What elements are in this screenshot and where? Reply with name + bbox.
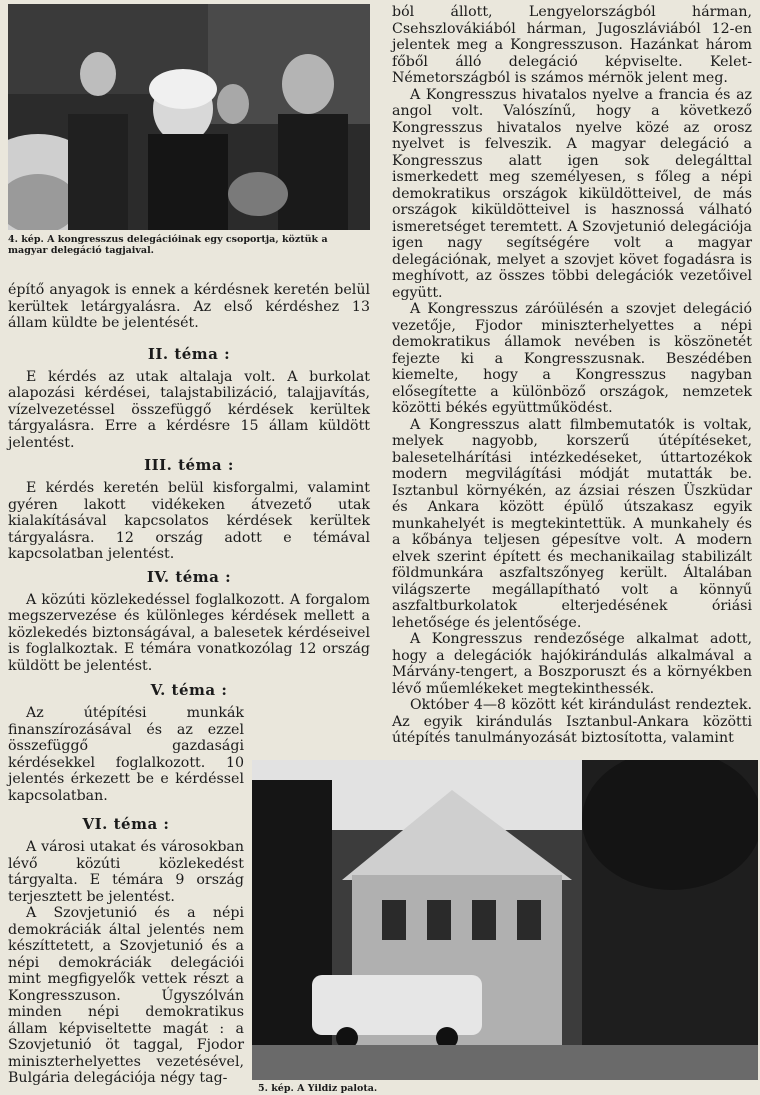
paragraph-intro: építő anyagok is ennek a kérdésnek keretén belül kerültek letárgyalásra. Az első kérdéshez 13 állam küldte be jelentését. <box>8 282 370 331</box>
paragraph-soviet-delegations: A Szovjetunió és a népi demokráciák által jelentés nem készíttetett, a Szovjetunió és a népi demokráciák delegációi mint megfigyelők vettek részt a Kongresszuson. Úgyszólván minden népi demokratikus állam képviseltette magát : a Szovjetunió öt taggal, Fjodor miniszterhelyettes vezetésével, Bulgária delegációja négy tag- <box>8 905 244 1086</box>
heading-theme-4: IV. téma : <box>146 567 232 586</box>
paragraph-films: A Kongresszus alatt filmbemutatók is voltak, melyek nagyobb, korszerű útépítéseket, balesetelhárítási intézkedéseket, úttartozékok modern megvilágítási módját mutatták be. Isztanbul környékén, az ázsiai részen Üszküdar és Ankara között épülő útszakasz egyik munkahelyét is megtekintettük. A munkahely és a kőbánya teljesen gépesítve volt. A modern elvek szerint épített és mechanikailag stabilizált földmunkára aszfaltszőnyeg került. Általában világszerte megállapítható volt a könnyű aszfaltburkolatok elterjedésének óriási lehetősége és jelentősége. <box>392 416 752 631</box>
paragraph-closing-session: A Kongresszus záróülésén a szovjet delegáció vezetője, Fjodor miniszterhelyettes a népi demokratikus államok nevében is köszönetét fejezte ki a Kongresszusnak. Beszédében kiemelte, hogy a Kongresszus nagyban elősegítette a különböző országok, nemzetek közötti békés együttműködést. <box>392 301 752 416</box>
photo5-caption: 5. kép. A Yildiz palota. <box>258 1083 378 1094</box>
paragraph-theme-2: E kérdés az utak altalaja volt. A burkolat alapozási kérdései, talajstabilizáció, talajjavítás, vízelvezetéssel összefüggő kérdések kerültek tárgyalásra. Erre a kérdésre 15 állam küldött jelentést. <box>8 368 370 451</box>
photo4-caption: 4. kép. A kongresszus delegációinak egy csoportja, köztük a magyar delegáció tagjaival. <box>8 234 328 256</box>
heading-theme-5: V. téma : <box>150 681 228 699</box>
paragraph-theme-5: Az útépítési munkák finanszírozásával és az ezzel összefüggő gazdasági kérdésekkel foglalkozott. 10 jelentés érkezett be e kérdéssel kapcsolatban. <box>8 705 244 804</box>
paragraph-delegations: ból állott, Lengyelországból hárman, Csehszlovákiából hárman, Jugoszláviából 12-en jelentek meg a Kongresszuson. Hazánkat három főből álló delegáció képviselte. Kelet-Németországból is számos mérnök jelent meg. <box>392 4 752 86</box>
paragraph-theme-6: A városi utakat és városokban lévő közúti közlekedést tárgyalta. E témára 9 ország terjesztett be jelentést. <box>8 839 244 905</box>
paragraph-theme-3: E kérdés keretén belül kisforgalmi, valamint gyéren lakott vidékeken átvezető utak kialakításával kapcsolatos kérdések kerültek tárgyalásra. 12 ország adott e témával kapcsolatban jelentést. <box>8 480 370 562</box>
delegation-group-photo <box>8 4 370 230</box>
paragraph-languages: A Kongresszus hivatalos nyelve a francia és az angol volt. Valószínű, hogy a következő Kongresszus hivatalos nyelve közé az orosz nyelvet is felveszik. A magyar delegáció a Kongresszus alatt igen sok delegálttal ismerkedett meg személyesen, s főleg a népi demokratikus országok kiküldötteivel, de más országok kiküldötteivel is hasznossá válható ismeretséget teremtett. A Szovjetunió delegációja igen nagy segítségére volt a magyar delegációnak, melyet a szovjet követ fogadásra is meghívott, az összes többi delegációk vezetőivel együtt. <box>392 86 752 301</box>
heading-theme-3: III. téma : <box>144 456 234 474</box>
paragraph-excursions: Október 4—8 között két kirándulást rendeztek. Az egyik kirándulás Isztanbul-Ankara közötti útépítés tanulmányozását biztosította, valamint <box>392 697 752 746</box>
yildiz-palace-photo <box>252 760 758 1080</box>
heading-theme-6: VI. téma : <box>82 815 170 833</box>
right-column <box>392 4 752 747</box>
left-column-bottom <box>8 816 244 1087</box>
heading-theme-2: II. téma : <box>147 344 231 363</box>
left-column-top <box>8 282 370 804</box>
paragraph-boat-trip: A Kongresszus rendezősége alkalmat adott, hogy a delegációk hajókirándulás alkalmával a Márvány-tengert, a Boszporuszt és a környékben lévő műemlékeket megtekinthessék. <box>392 631 752 697</box>
paragraph-theme-4: A közúti közlekedéssel foglalkozott. A forgalom megszervezése és különleges kérdések mellett a közlekedés biztonságával, a balesetek kérdéseivel is foglalkoztak. E témára vonatkozólag 12 ország küldött be jelentést. <box>8 591 370 674</box>
